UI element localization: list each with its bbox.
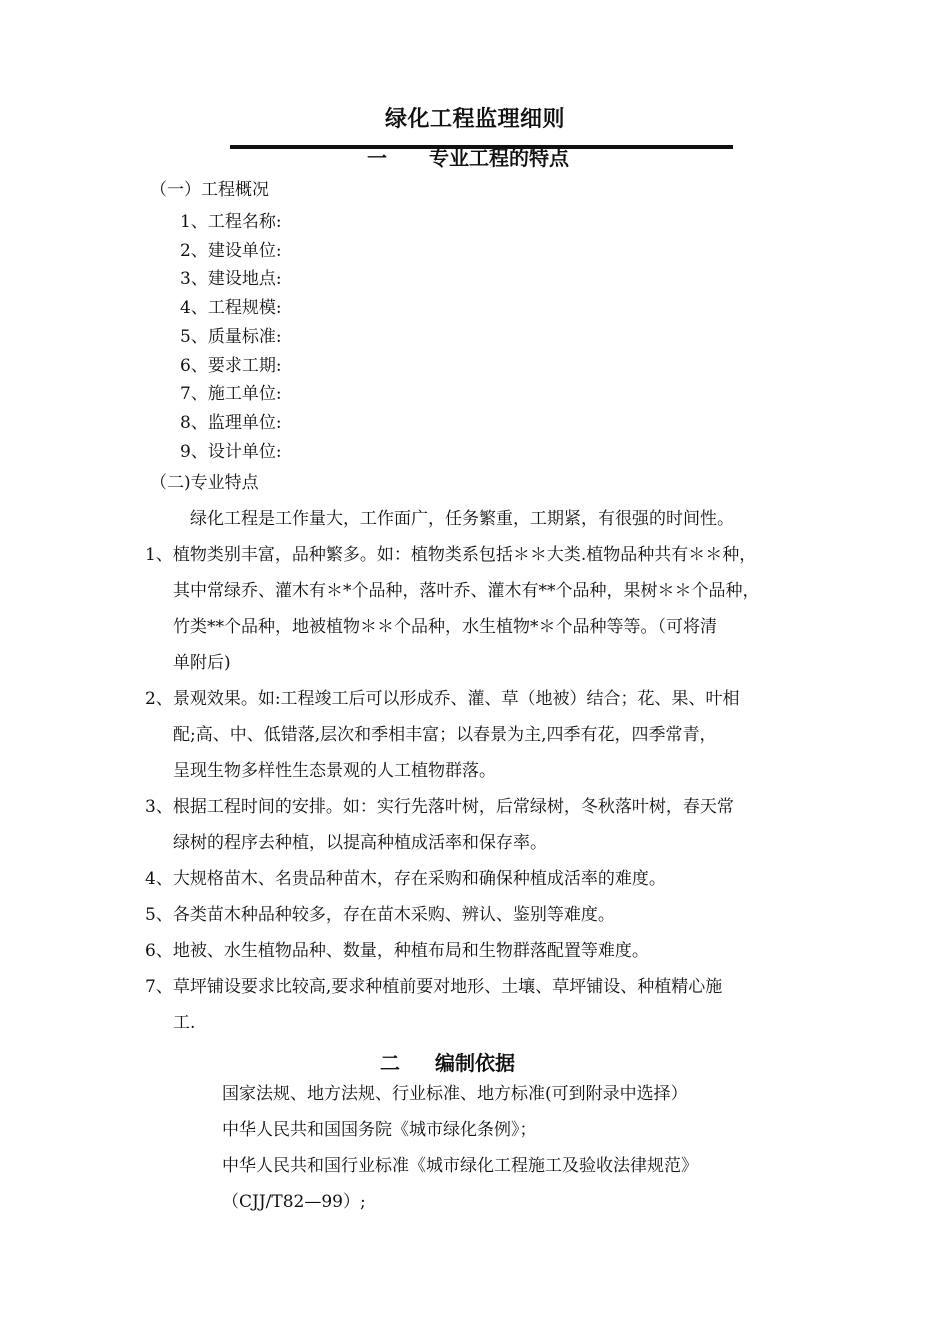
- feature-item-continuation: 呈现生物多样性生态景观的人工植物群落。: [173, 761, 496, 781]
- feature-item: [145, 789, 734, 861]
- feature-item: [145, 861, 666, 897]
- document-title: 绿化工程监理细则: [384, 107, 565, 132]
- overview-item: 4、工程规模:: [180, 298, 282, 319]
- section2-title: 编制依据: [435, 1051, 515, 1075]
- features-intro: 绿化工程是工作量大，工作面广，任务繁重，工期紧，有很强的时间性。: [190, 509, 734, 529]
- feature-item-first-line: 4、大规格苗木、名贵品种苗木，存在采购和确保种植成活率的难度。: [145, 869, 666, 889]
- feature-item-first-line: 5、各类苗木种品种较多，存在苗木采购、辨认、鉴别等难度。: [145, 905, 615, 925]
- feature-item: [145, 933, 649, 969]
- overview-item: 5、质量标准:: [180, 326, 282, 347]
- overview-item: 1、工程名称:: [180, 212, 282, 232]
- feature-item-continuation: 单附后): [173, 653, 231, 673]
- basis-line: （CJJ/T82—99）;: [222, 1192, 366, 1212]
- feature-item-continuation: 竹类**个品种，地被植物＊＊个品种，水生植物*＊个品种等等。（可将清: [173, 617, 717, 637]
- basis-line: 中华人民共和国国务院《城市绿化条例》；: [222, 1120, 537, 1140]
- feature-item: [145, 681, 740, 789]
- feature-item-continuation: 其中常绿乔、灌木有＊*个品种，落叶乔、灌木有**个品种，果树＊＊个品种，: [173, 581, 760, 601]
- feature-item-first-line: 7、草坪铺设要求比较高,要求种植前要对地形、土壤、草坪铺设、种植精心施: [145, 977, 723, 997]
- section2-number: 二: [380, 1051, 400, 1075]
- feature-item: [145, 969, 722, 1041]
- basis-line: 国家法规、地方法规、行业标准、地方标准(可到附录中选择）: [222, 1084, 688, 1104]
- feature-item-continuation: 配;高、中、低错落,层次和季相丰富；以春景为主,四季有花，四季常青，: [173, 725, 717, 745]
- feature-item-first-line: 2、景观效果。如:工程竣工后可以形成乔、灌、草（地被）结合；花、果、叶相: [145, 689, 740, 709]
- overview-item: 7、施工单位:: [180, 384, 282, 405]
- section1-title: 专业工程的特点: [429, 146, 569, 170]
- features-label: （二)专业特点: [150, 473, 259, 493]
- overview-item: 3、建设地点:: [180, 269, 282, 290]
- overview-item: 6、要求工期:: [180, 355, 282, 376]
- basis-line: 中华人民共和国行业标准《城市绿化工程施工及验收法律规范》: [222, 1156, 698, 1176]
- feature-item-first-line: 3、根据工程时间的安排。如：实行先落叶树，后常绿树，冬秋落叶树，春天常: [145, 797, 734, 817]
- section1-number: 一: [367, 146, 387, 170]
- feature-item-first-line: 1、植物类别丰富，品种繁多。如：植物类系包括＊＊大类.植物品种共有＊＊种，: [145, 545, 757, 565]
- overview-item: 2、建设单位:: [180, 240, 282, 261]
- feature-item-first-line: 6、地被、水生植物品种、数量，种植布局和生物群落配置等难度。: [145, 941, 649, 961]
- overview-label: （一）工程概况: [150, 180, 269, 200]
- overview-item: 9、设计单位:: [180, 441, 282, 462]
- feature-item: [145, 537, 760, 681]
- feature-item: [145, 897, 615, 933]
- feature-item-continuation: 工.: [173, 1013, 196, 1033]
- overview-item: 8、监理单位:: [180, 412, 282, 433]
- feature-item-continuation: 绿树的程序去种植，以提高种植成活率和保存率。: [173, 833, 547, 853]
